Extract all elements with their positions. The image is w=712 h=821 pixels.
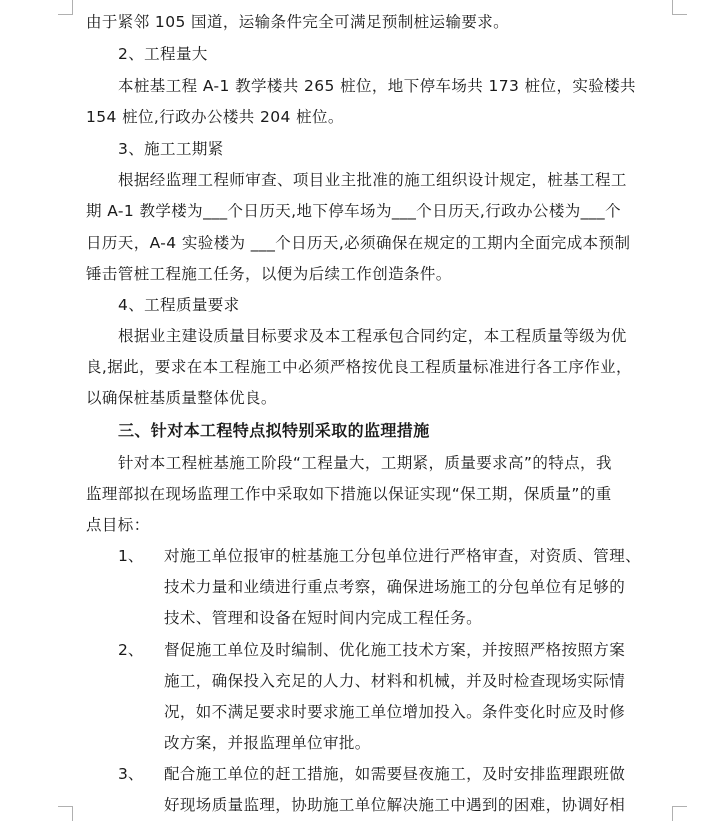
- paragraph-line: 锤击管桩工程施工任务，以便为后续工作创造条件。: [86, 265, 452, 283]
- paragraph-line: 154 桩位,行政办公楼共 204 桩位。: [86, 108, 344, 126]
- list-item-number: 1、: [118, 547, 144, 565]
- list-item-line: 配合施工单位的赶工措施，如需要昼夜施工，及时安排监理跟班做: [164, 765, 626, 783]
- page-corner-mark: [672, 0, 687, 15]
- subheading: 3、施工工期紧: [118, 140, 224, 158]
- paragraph-line: 良,据此，要求在本工程施工中必须严格按优良工程质量标准进行各工序作业，: [86, 358, 632, 376]
- list-item-line: 技术力量和业绩进行重点考察，确保进场施工的分包单位有足够的: [164, 578, 626, 596]
- page-corner-mark: [58, 0, 73, 15]
- paragraph-line: 日历天，A-4 实验楼为 ___个日历天,必须确保在规定的工期内全面完成本预制: [86, 234, 631, 252]
- paragraph-line: 监理部拟在现场监理工作中采取如下措施以保证实现“保工期，保质量”的重: [86, 485, 612, 503]
- page-corner-mark: [672, 806, 687, 821]
- paragraph-line: 由于紧邻 105 国道，运输条件完全可满足预制桩运输要求。: [86, 13, 510, 31]
- list-item-line: 对施工单位报审的桩基施工分包单位进行严格审查，对资质、管理、: [164, 547, 642, 565]
- subheading: 2、工程量大: [118, 45, 208, 63]
- list-item-line: 技术、管理和设备在短时间内完成工程任务。: [164, 609, 483, 627]
- subheading: 4、工程质量要求: [118, 296, 240, 314]
- list-item-line: 改方案，并报监理单位审批。: [164, 734, 371, 752]
- list-item-line: 况，如不满足要求时要求施工单位增加投入。条件变化时应及时修: [164, 703, 626, 721]
- paragraph-line: 本桩基工程 A-1 教学楼共 265 桩位，地下停车场共 173 桩位，实验楼共: [118, 77, 636, 95]
- paragraph-line: 以确保桩基质量整体优良。: [86, 389, 277, 407]
- list-item-line: 好现场质量监理，协助施工单位解决施工中遇到的困难，协调好相: [164, 796, 626, 814]
- paragraph-line: 期 A-1 教学楼为___个日历天,地下停车场为___个日历天,行政办公楼为___个: [86, 202, 621, 220]
- paragraph-line: 点目标：: [86, 516, 150, 534]
- paragraph-line: 根据业主建设质量目标要求及本工程承包合同约定，本工程质量等级为优: [118, 327, 627, 345]
- list-item-number: 2、: [118, 641, 144, 659]
- paragraph-line: 根据经监理工程师审查、项目业主批准的施工组织设计规定，桩基工程工: [118, 171, 627, 189]
- list-item-line: 督促施工单位及时编制、优化施工技术方案，并按照严格按照方案: [164, 641, 626, 659]
- list-item-line: 施工，确保投入充足的人力、材料和机械，并及时检查现场实际情: [164, 672, 626, 690]
- section-heading: 三、针对本工程特点拟特别采取的监理措施: [118, 421, 430, 440]
- page-corner-mark: [58, 806, 73, 821]
- paragraph-line: 针对本工程桩基施工阶段“工程量大，工期紧，质量要求高”的特点，我: [118, 454, 612, 472]
- list-item-number: 3、: [118, 765, 144, 783]
